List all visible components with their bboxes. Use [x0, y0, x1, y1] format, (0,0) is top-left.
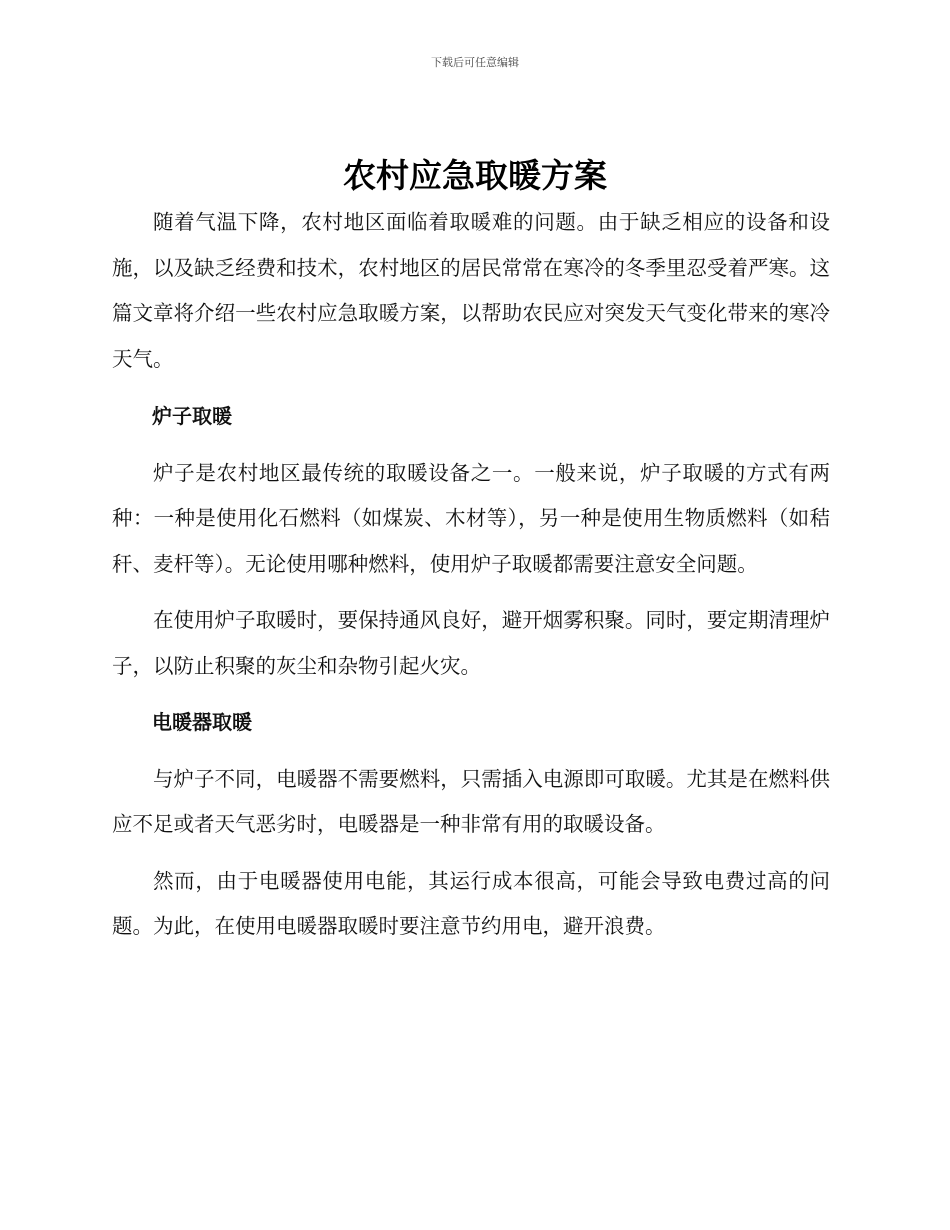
section-heading-electric-heater: 电暖器取暖: [152, 710, 252, 734]
heater-paragraph-2: 然而，由于电暖器使用电能，其运行成本很高，可能会导致电费过高的问题。为此，在使用电暖器取暖时要注意节约用电，避开浪费。: [112, 868, 830, 938]
section-heading-stove: 炉子取暖: [152, 404, 232, 428]
heater-paragraph-1: 与炉子不同，电暖器不需要燃料，只需插入电源即可取暖。尤其是在燃料供应不足或者天气恶劣时，电暖器是一种非常有用的取暖设备。: [112, 766, 830, 836]
document-body: [112, 200, 830, 950]
header-note: 下载后可任意编辑: [431, 56, 519, 69]
intro-paragraph: 随着气温下降，农村地区面临着取暖难的问题。由于缺乏相应的设备和设施，以及缺乏经费和技术，农村地区的居民常常在寒冷的冬季里忍受着严寒。这篇文章将介绍一些农村应急取暖方案，以帮助农民应对突发天气变化带来的寒冷天气。: [112, 210, 830, 371]
stove-paragraph-2: 在使用炉子取暖时，要保持通风良好，避开烟雾积聚。同时，要定期清理炉子，以防止积聚的灰尘和杂物引起火灾。: [112, 608, 830, 678]
page-title: 农村应急取暖方案: [343, 156, 607, 195]
stove-paragraph-1: 炉子是农村地区最传统的取暖设备之一。一般来说，炉子取暖的方式有两种：一种是使用化石燃料（如煤炭、木材等），另一种是使用生物质燃料（如秸秆、麦杆等）。无论使用哪种燃料，使用炉子取暖都需要注意安全问题。: [112, 460, 830, 576]
